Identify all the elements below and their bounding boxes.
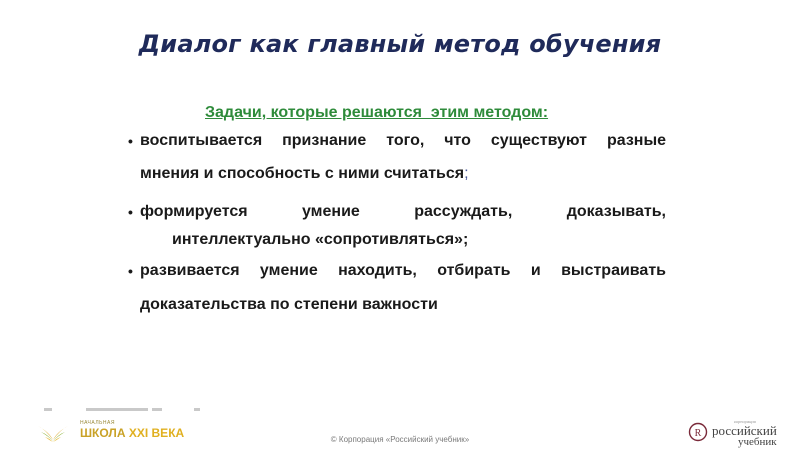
logo-small-text: НАЧАЛЬНАЯ: [80, 420, 115, 426]
bullet-text-line: доказательства по степени важности: [140, 296, 438, 313]
publisher-name-line1: российский: [712, 423, 777, 438]
publisher-logo: [688, 418, 788, 446]
bullet-text-line: [140, 161, 666, 187]
publisher-small-text: корпорация: [734, 419, 756, 424]
footer-divider: [44, 408, 204, 414]
logo-text: ШКОЛА XXI ВЕКА: [80, 426, 185, 440]
bullet-text-suffix: ;: [464, 165, 469, 182]
slide-title: Диалог как главный метод обучения: [138, 30, 662, 58]
publisher-seal-icon: [688, 422, 708, 442]
bullet-dot-icon: •: [128, 204, 133, 220]
bullet-text-line: воспитывается признание того, что существуют разные: [140, 132, 666, 149]
publisher-name-line2: учебник: [738, 436, 777, 448]
bullet-text-line: интеллектуально «сопротивляться»;: [172, 231, 469, 248]
slide-subtitle: Задачи, которые решаются этим методом:: [205, 104, 549, 121]
bullet-text-line: развивается умение находить, отбирать и выстраивать: [140, 262, 666, 279]
bullet-text: мнения и способность с ними считаться: [140, 165, 465, 182]
bullet-text-line: формируется умение рассуждать, доказывать,: [140, 203, 666, 220]
bullet-dot-icon: •: [128, 133, 133, 149]
copyright-text: © Корпорация «Российский учебник»: [330, 435, 470, 444]
svg-text:R: R: [694, 428, 702, 439]
bullet-dot-icon: •: [128, 263, 133, 279]
